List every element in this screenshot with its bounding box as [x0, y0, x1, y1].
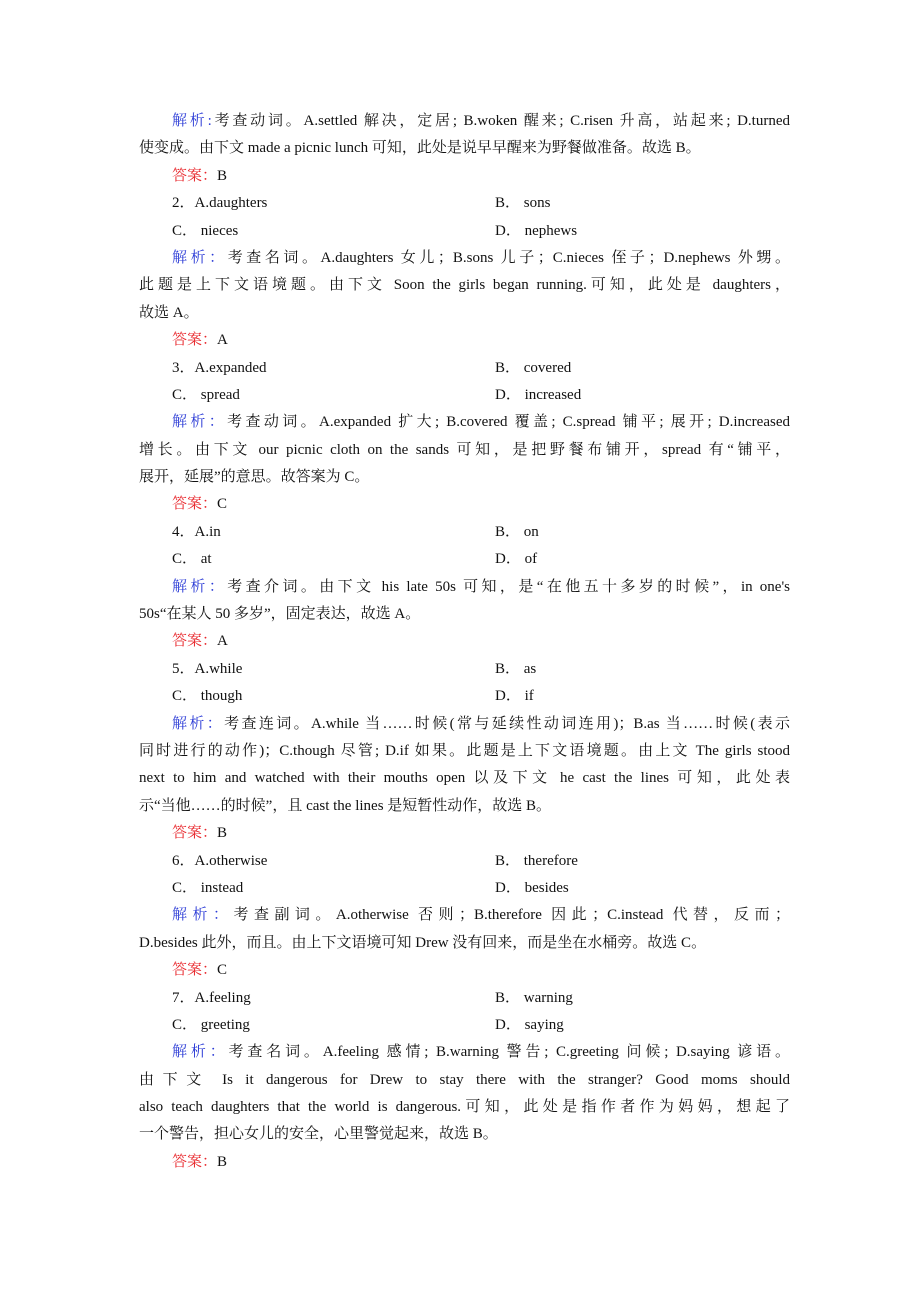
answer-line: [139, 628, 790, 655]
option-text: C． though: [172, 688, 243, 705]
answer-label: 答案：: [172, 332, 218, 349]
question-section: [139, 355, 790, 519]
analysis-text: 此题是上下文语境题。由下文 Soon the girls began running.可知，此处是 daughters，: [139, 277, 790, 294]
answer-value: C: [217, 962, 228, 979]
answer-line: [139, 163, 790, 190]
analysis-line: [139, 902, 790, 929]
analysis-line: [139, 272, 790, 299]
answer-value: B: [217, 1153, 228, 1170]
answer-value: C: [217, 496, 228, 513]
option-text: C． nieces: [172, 222, 239, 239]
answer-line: [139, 327, 790, 354]
analysis-line: [139, 1067, 790, 1094]
analysis-text: 考查动词。A.expanded 扩大; B.covered 覆盖; C.spread 铺平; 展开; D.increased: [227, 414, 790, 431]
analysis-label: 解析：: [172, 1044, 229, 1061]
option-row: [139, 848, 790, 875]
answer-line: [139, 957, 790, 984]
analysis-text: 示“当他……的时候”，且 cast the lines 是短暂性动作，故选 B。: [139, 797, 552, 814]
analysis-label: 解析：: [172, 414, 228, 431]
answer-value: A: [217, 633, 228, 650]
option-row: [139, 218, 790, 245]
analysis-line: [139, 711, 790, 738]
answer-value: A: [217, 332, 228, 349]
option-text: 5．A.while: [172, 660, 243, 677]
analysis-text: 考查名词。A.daughters 女儿；B.sons 儿子；C.nieces 侄子；D.nephews 外甥。: [227, 249, 790, 266]
option-row: [139, 683, 790, 710]
option-text: D． increased: [495, 386, 582, 403]
option-text: D． of: [495, 551, 538, 568]
option-text: C． greeting: [172, 1016, 250, 1033]
analysis-text: 展开，延展”的意思。故答案为 C。: [139, 469, 370, 486]
option-row: [139, 985, 790, 1012]
analysis-line: [139, 1121, 790, 1148]
option-row: [139, 190, 790, 217]
answer-label: 答案：: [172, 496, 218, 513]
option-text: 7．A.feeling: [172, 989, 251, 1006]
question-section: [139, 190, 790, 354]
analysis-text: 考查副词。A.otherwise 否则；B.therefore 因此；C.instead 代替，反而；: [233, 907, 790, 924]
analysis-label: 解析：: [172, 907, 234, 924]
option-row: [139, 546, 790, 573]
question-section: [139, 519, 790, 656]
analysis-line: [139, 245, 790, 272]
document-body: [139, 108, 790, 1176]
question-section: [139, 656, 790, 848]
option-text: D． if: [495, 688, 534, 705]
analysis-label: 解析:: [172, 113, 212, 129]
analysis-line: [139, 738, 790, 765]
option-row: [139, 519, 790, 546]
option-text: B． warning: [495, 989, 573, 1006]
option-text: D． saying: [495, 1016, 564, 1033]
option-text: C． spread: [172, 386, 240, 403]
question-section: [139, 108, 790, 190]
analysis-line: [139, 300, 790, 327]
option-row: [139, 355, 790, 382]
analysis-line: [139, 409, 790, 436]
analysis-label: 解析：: [172, 249, 228, 266]
option-text: B． sons: [495, 195, 551, 212]
option-text: 4．A.in: [172, 523, 221, 540]
answer-value: B: [217, 167, 228, 184]
analysis-text: 考查连词。A.while 当……时候(常与延续性动词连用)；B.as 当……时候(表示: [224, 715, 790, 732]
answer-value: B: [217, 825, 228, 842]
answer-line: [139, 491, 790, 518]
option-text: C． instead: [172, 879, 244, 896]
analysis-text: 考查介词。由下文 his late 50s 可知，是“在他五十多岁的时候”，in one's: [227, 578, 790, 595]
answer-line: [139, 1149, 790, 1176]
option-text: 3．A.expanded: [172, 359, 267, 376]
analysis-text: 50s“在某人 50 多岁”，固定表达，故选 A。: [139, 606, 421, 623]
answer-label: 答案：: [172, 962, 218, 979]
analysis-text: 同时进行的动作)；C.though 尽管; D.if 如果。此题是上下文语境题。由上文 The girls stood: [139, 742, 790, 759]
analysis-text: next to him and watched with their mouths open 以及下文 he cast the lines 可知，此处表: [139, 770, 790, 787]
analysis-line: [139, 930, 790, 957]
option-row: [139, 875, 790, 902]
option-text: 2．A.daughters: [172, 195, 268, 212]
analysis-text: also teach daughters that the world is dangerous.可知，此处是指作者作为妈妈，想起了: [139, 1099, 790, 1116]
analysis-line: [139, 601, 790, 628]
option-text: B． therefore: [495, 852, 578, 869]
analysis-text: 考查名词。A.feeling 感情; B.warning 警告; C.greeting 问候; D.saying 谚语。: [228, 1044, 790, 1061]
analysis-text: 增长。由下文 our picnic cloth on the sands 可知，是把野餐布铺开，spread 有“铺平，: [139, 441, 790, 458]
analysis-text: 由下文 Is it dangerous for Drew to stay there with the stranger? Good moms should: [139, 1071, 790, 1088]
analysis-line: [139, 1039, 790, 1066]
analysis-line: [139, 765, 790, 792]
analysis-line: [139, 464, 790, 491]
option-row: [139, 1012, 790, 1039]
option-text: B． as: [495, 660, 537, 677]
analysis-text: 一个警告，担心女儿的安全，心里警觉起来，故选 B。: [139, 1126, 498, 1143]
analysis-line: [139, 574, 790, 601]
analysis-label: 解析：: [172, 578, 228, 595]
analysis-line: [139, 437, 790, 464]
option-text: 6．A.otherwise: [172, 852, 268, 869]
analysis-text: 使变成。由下文 made a picnic lunch 可知，此处是说早早醒来为野餐做准备。故选 B。: [139, 140, 701, 157]
option-text: D． besides: [495, 879, 569, 896]
answer-line: [139, 820, 790, 847]
question-section: [139, 848, 790, 985]
analysis-label: 解析：: [172, 715, 225, 732]
answer-label: 答案：: [172, 633, 218, 650]
option-row: [139, 656, 790, 683]
answer-label: 答案：: [172, 1153, 218, 1170]
answer-label: 答案：: [172, 167, 218, 184]
analysis-line: [139, 108, 790, 135]
option-text: D． nephews: [495, 222, 578, 239]
analysis-text: D.besides 此外，而且。由上下文语境可知 Drew 没有回来，而是坐在水桶旁。故选 C。: [139, 934, 707, 951]
analysis-text: 考查动词。A.settled 解决，定居; B.woken 醒来; C.risen 升高，站起来; D.turned: [211, 113, 790, 129]
option-text: B． on: [495, 523, 539, 540]
analysis-line: [139, 793, 790, 820]
option-text: B． covered: [495, 359, 572, 376]
analysis-text: 故选 A。: [139, 304, 199, 321]
analysis-line: [139, 135, 790, 162]
option-text: C． at: [172, 551, 212, 568]
option-row: [139, 382, 790, 409]
answer-label: 答案：: [172, 825, 218, 842]
analysis-line: [139, 1094, 790, 1121]
question-section: [139, 985, 790, 1177]
